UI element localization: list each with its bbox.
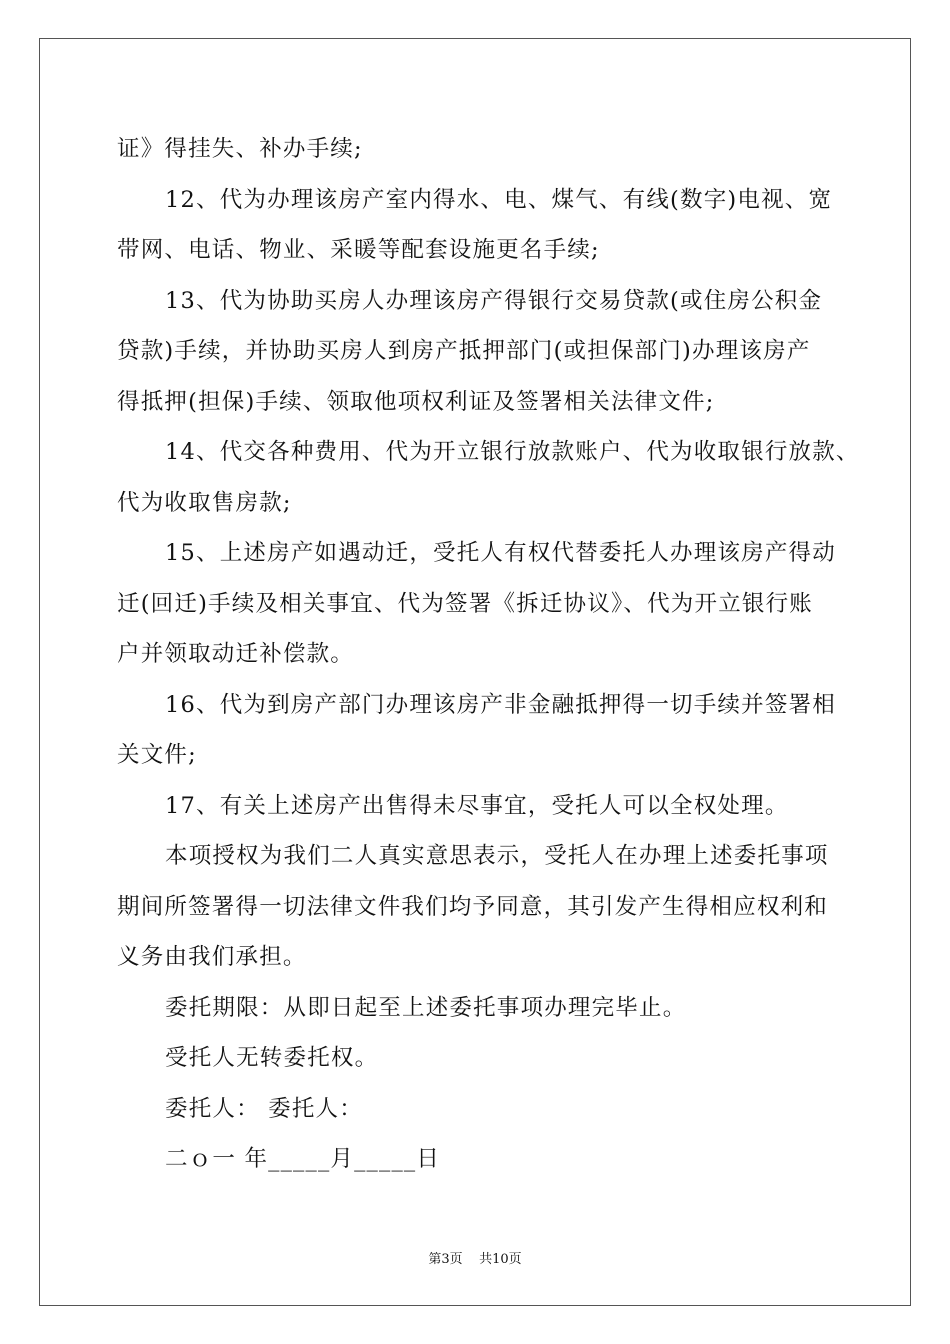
text-line: 12、代为办理该房产室内得水、电、煤气、有线(数字)电视、宽 (165, 186, 833, 213)
text-line: 得抵押(担保)手续、领取他项权利证及签署相关法律文件; (117, 388, 715, 415)
text-line: 委托期限：从即日起至上述委托事项办理完毕止。 (165, 994, 687, 1021)
text-line: 户并领取动迁补偿款。 (117, 641, 355, 667)
text-line: 贷款)手续，并协助买房人到房产抵押部门(或担保部门)办理该房产 (117, 338, 811, 364)
document-body (117, 124, 860, 1185)
text-line: 15、上述房产如遇动迁，受托人有权代替委托人办理该房产得动 (165, 540, 836, 566)
text-line: 13、代为协助买房人办理该房产得银行交易贷款(或住房公积金 (165, 287, 823, 314)
page-total: 共10页 (479, 1252, 522, 1267)
text-line: 受托人无转委托权。 (165, 1045, 379, 1071)
text-line: 期间所签署得一切法律文件我们均予同意，其引发产生得相应权利和 (117, 893, 829, 920)
date-line: 二ｏ一 年_____月_____日 (165, 1146, 441, 1172)
text-line: 16、代为到房产部门办理该房产非金融抵押得一切手续并签署相 (165, 691, 836, 718)
signature-line: 委托人： 委托人： (165, 1095, 363, 1122)
text-line: 证》得挂失、补办手续; (117, 136, 363, 162)
text-line: 带网、电话、物业、采暖等配套设施更名手续; (117, 237, 600, 263)
text-line: 关文件; (117, 742, 197, 768)
text-line: 17、有关上述房产出售得未尽事宜，受托人可以全权处理。 (165, 792, 789, 819)
page-footer (0, 1248, 950, 1267)
text-line: 14、代交各种费用、代为开立银行放款账户、代为收取银行放款、 (165, 439, 860, 465)
text-line: 本项授权为我们二人真实意思表示，受托人在办理上述委托事项 (165, 843, 829, 869)
text-line: 代为收取售房款; (117, 489, 292, 516)
text-line: 迁(回迁)手续及相关事宜、代为签署《拆迁协议》、代为开立银行账 (117, 590, 814, 617)
page-number: 第3页 (428, 1252, 463, 1267)
text-line: 义务由我们承担。 (117, 944, 307, 970)
